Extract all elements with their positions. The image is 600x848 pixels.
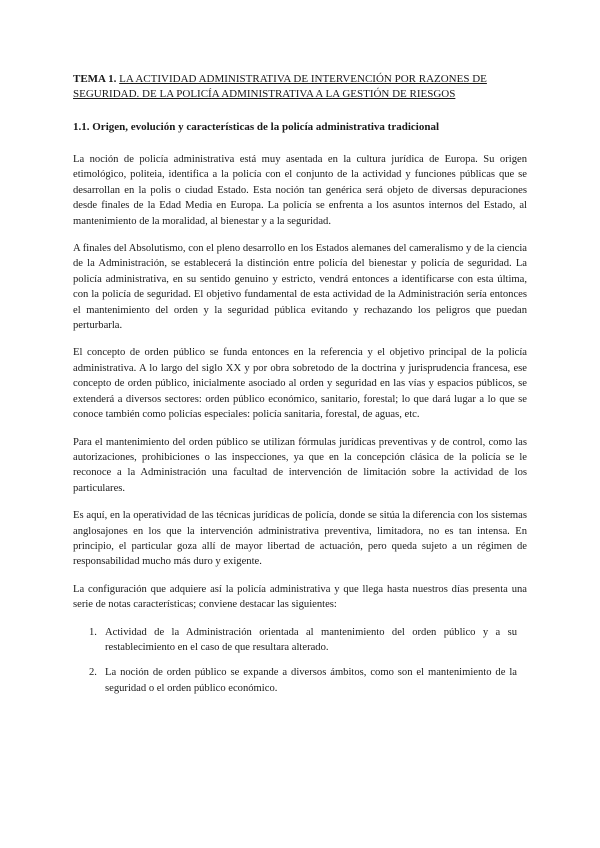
list-item-number: 1. <box>89 626 97 638</box>
characteristics-list <box>73 625 527 697</box>
document-title <box>73 72 527 102</box>
paragraph-5: Es aquí, en la operatividad de las técnicas jurídicas de policía, donde se sitúa la diferencia con los sistemas anglosajones en los que la intervención administrativa preventiva, limitadora, no es tan intensa. En principio, el particular goza allí de mayor libertad de actuación, pero queda sujeto a un régimen de responsabilidad mucho más duro y exigente. <box>73 510 527 568</box>
paragraph-2: A finales del Absolutismo, con el pleno desarrollo en los Estados alemanes del cameralismo y de la ciencia de la Administración, se establecerá la distinción entre policía del bienestar y policía de seguridad. La policía administrativa, en su sentido genuino y estricto, vendrá entonces a identificarse con esta última, con la policía de seguridad. El objetivo fundamental de esta actividad de la Administración sería entonces el mantenimiento del orden y la seguridad pública evitando y rechazando los peligros que puedan perturbarla. <box>73 243 527 332</box>
list-item <box>73 625 517 656</box>
paragraph-3: El concepto de orden público se funda entonces en la referencia y el objetivo principal de la policía administrativa. A lo largo del siglo XX y por obra sobretodo de la doctrina y jurisprudencia francesa, ese concepto de orden público, inicialmente asociado al orden y seguridad en las vías y espacios públicos, se extenderá a diversos sectores: orden público económico, sanitario, forestal; lo que dará lugar a lo que se conoce también como policías especiales: policía sanitaria, forestal, de aguas, etc. <box>73 347 527 421</box>
title-text: LA ACTIVIDAD ADMINISTRATIVA DE INTERVENCIÓN POR RAZONES DE SEGURIDAD. DE LA POLICÍA ADMINISTRATIVA A LA GESTIÓN DE RIESGOS <box>73 73 487 100</box>
section-heading: 1.1. Origen, evolución y características de la policía administrativa tradicional <box>73 121 440 133</box>
list-item-text: Actividad de la Administración orientada al mantenimiento del orden público y a su restablecimiento en el caso de que resultara alterado. <box>105 626 517 653</box>
paragraph-1: La noción de policía administrativa está muy asentada en la cultura jurídica de Europa. Su origen etimológico, politeia, identifica a la policía con el conjunto de la actividad y funciones públicas que se desarrollan en la polis o ciudad Estado. Esta noción tan genérica será objeto de diversas depuraciones desde finales de la Edad Media en Europa. La policía se enfrenta a los asuntos internos del Estado, al mantenimiento de la moralidad, al bienestar y a la seguridad. <box>73 154 527 227</box>
list-item <box>73 665 517 696</box>
list-item-text: La noción de orden público se expande a diversos ámbitos, como son el mantenimiento de la seguridad o el orden público económico. <box>105 667 517 694</box>
list-item-number: 2. <box>89 667 97 679</box>
paragraph-6: La configuración que adquiere así la policía administrativa y que llega hasta nuestros días presenta una serie de notas características; conviene destacar las siguientes: <box>73 583 527 611</box>
paragraph-4: Para el mantenimiento del orden público se utilizan fórmulas jurídicas preventivas y de control, como las autorizaciones, prohibiciones o las inspecciones, ya que en la concepción clásica de la policía se le reconoce a la Administración una facultad de intervención de limitación sobre la actividad de los particulares. <box>73 436 527 494</box>
title-number: TEMA 1. <box>73 73 117 85</box>
